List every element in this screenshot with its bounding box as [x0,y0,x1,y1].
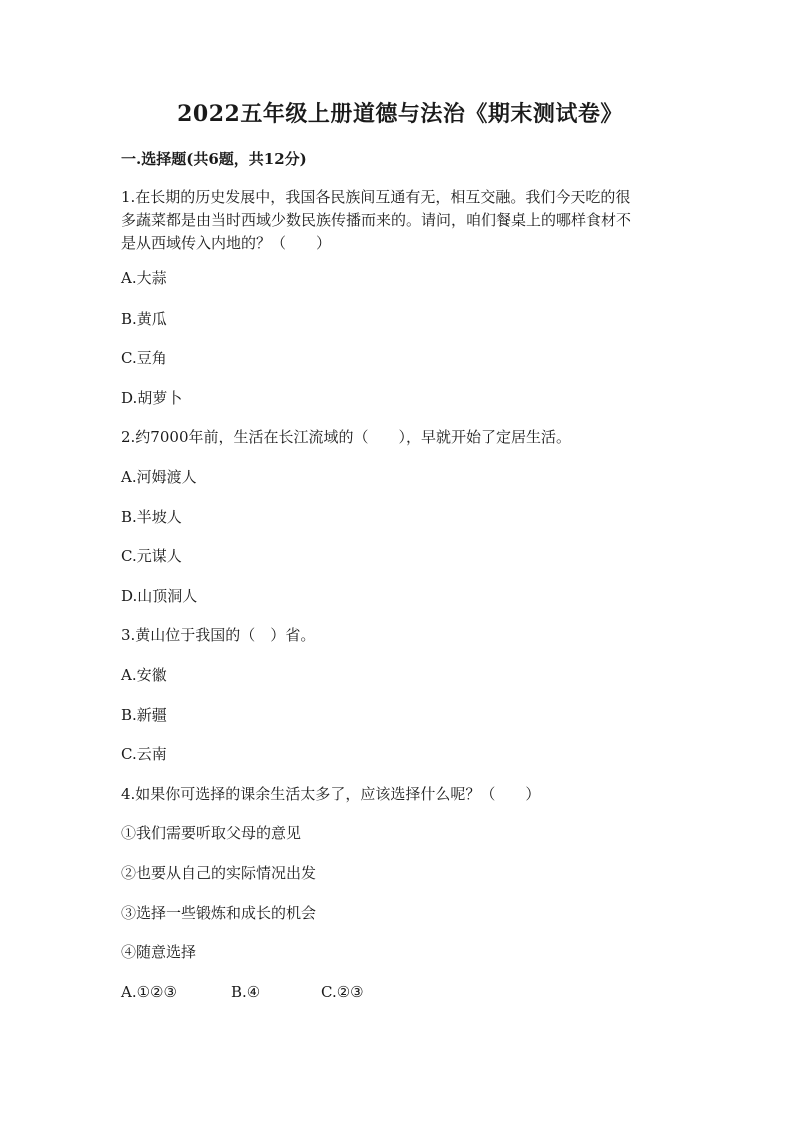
question-2-option-c: C.元谋人 [121,547,182,565]
question-4-statement-3: ③选择一些锻炼和成长的机会 [121,904,317,922]
question-3-option-c: C.云南 [121,745,167,763]
question-3-option-b: B.新疆 [121,706,167,724]
question-3-stem: 3.黄山位于我国的（ ）省。 [121,626,316,644]
question-4-option-a: A.①②③ [121,983,177,1001]
question-1-option-d: D.胡萝卜 [121,389,183,407]
question-2-option-d: D.山顶洞人 [121,587,198,605]
question-3-option-a: A.安徽 [121,666,167,684]
question-2-option-b: B.半坡人 [121,508,182,526]
question-2-stem: 2.约7000年前，生活在长江流域的（ ），早就开始了定居生活。 [121,428,571,446]
question-2-option-a: A.河姆渡人 [121,468,197,486]
question-4-statement-1: ①我们需要听取父母的意见 [121,824,302,842]
question-4-option-c: C.②③ [321,983,364,1001]
question-1-option-a: A.大蒜 [121,269,167,287]
page-title: 2022五年级上册道德与法治《期末测试卷》 [177,101,623,127]
question-1-option-c: C.豆角 [121,349,167,367]
question-1-line-2: 多蔬菜都是由当时西域少数民族传播而来的。请问，咱们餐桌上的哪样食材不 [121,211,632,229]
question-4-statement-2: ②也要从自己的实际情况出发 [121,864,317,882]
question-1-line-3: 是从西域传入内地的？（ ） [121,234,332,252]
question-1-line-1: 1.在长期的历史发展中，我国各民族间互通有无，相互交融。我们今天吃的很 [121,188,631,206]
question-1-option-b: B.黄瓜 [121,310,167,328]
question-4-stem: 4.如果你可选择的课余生活太多了，应该选择什么呢？（ ） [121,785,541,803]
section-heading: 一.选择题(共6题，共12分) [121,150,307,168]
question-4-option-b: B.④ [231,983,261,1001]
question-4-statement-4: ④随意选择 [121,943,197,961]
